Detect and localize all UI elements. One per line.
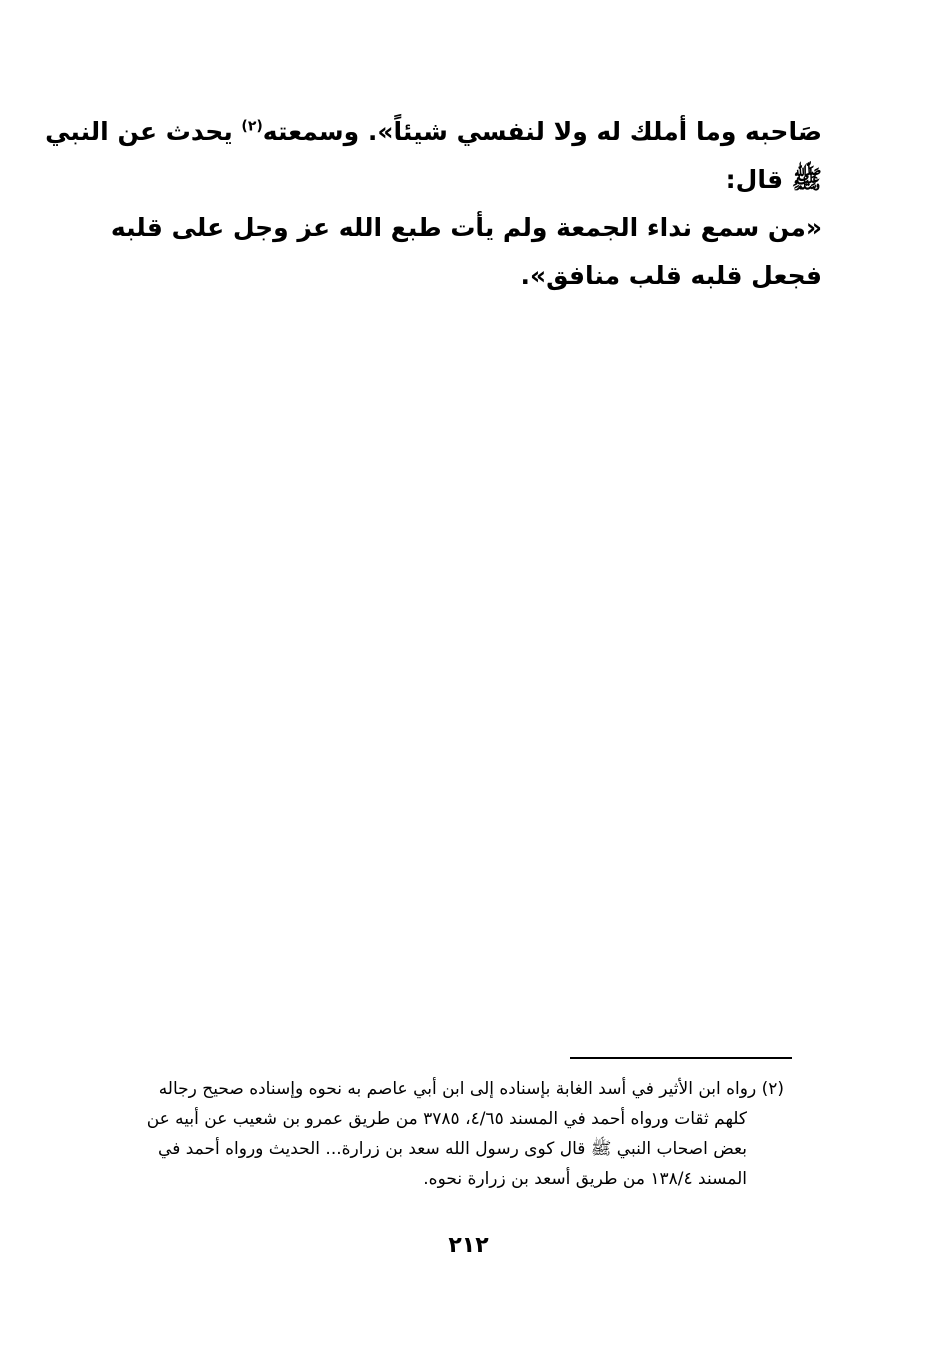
footnote-divider: [570, 1057, 792, 1059]
main-text-line-4: فجعل قلبه قلب منافق».: [520, 261, 822, 290]
main-text: [45, 108, 822, 300]
footnote-line-1: (٢) رواه ابن الأثير في أسد الغابة بإسناده إلى ابن أبي عاصم به نحوه وإسناده صحيح رجاله: [158, 1079, 784, 1099]
main-text-line-2: ﷺ قال:: [725, 165, 822, 194]
page-number: ٢١٢: [448, 1233, 489, 1258]
footnote: [140, 1074, 784, 1194]
main-text-line-3: «من سمع نداء الجمعة ولم يأت طبع الله عز وجل على قلبه: [110, 213, 822, 242]
footnote-line-3: بعض اصحاب النبي ﷺ قال كوى رسول الله سعد بن زرارة... الحديث ورواه أحمد في: [158, 1139, 747, 1159]
main-text-line-1-end: يحدث عن النبي: [45, 117, 242, 146]
footnote-reference: (٢): [241, 118, 263, 135]
main-text-line-1: [45, 108, 822, 156]
main-text-line-1-start: صَاحبه وما أملك له ولا لنفسي شيئاً». وسمعته: [262, 117, 822, 146]
footnote-line-2: كلهم ثقات ورواه أحمد في المسند ٤/٦٥، ٣٧٨٥ من طريق عمرو بن شعيب عن أبيه عن: [146, 1109, 747, 1129]
footnote-line-4: المسند ١٣٨/٤ من طريق أسعد بن زرارة نحوه.: [423, 1169, 747, 1189]
